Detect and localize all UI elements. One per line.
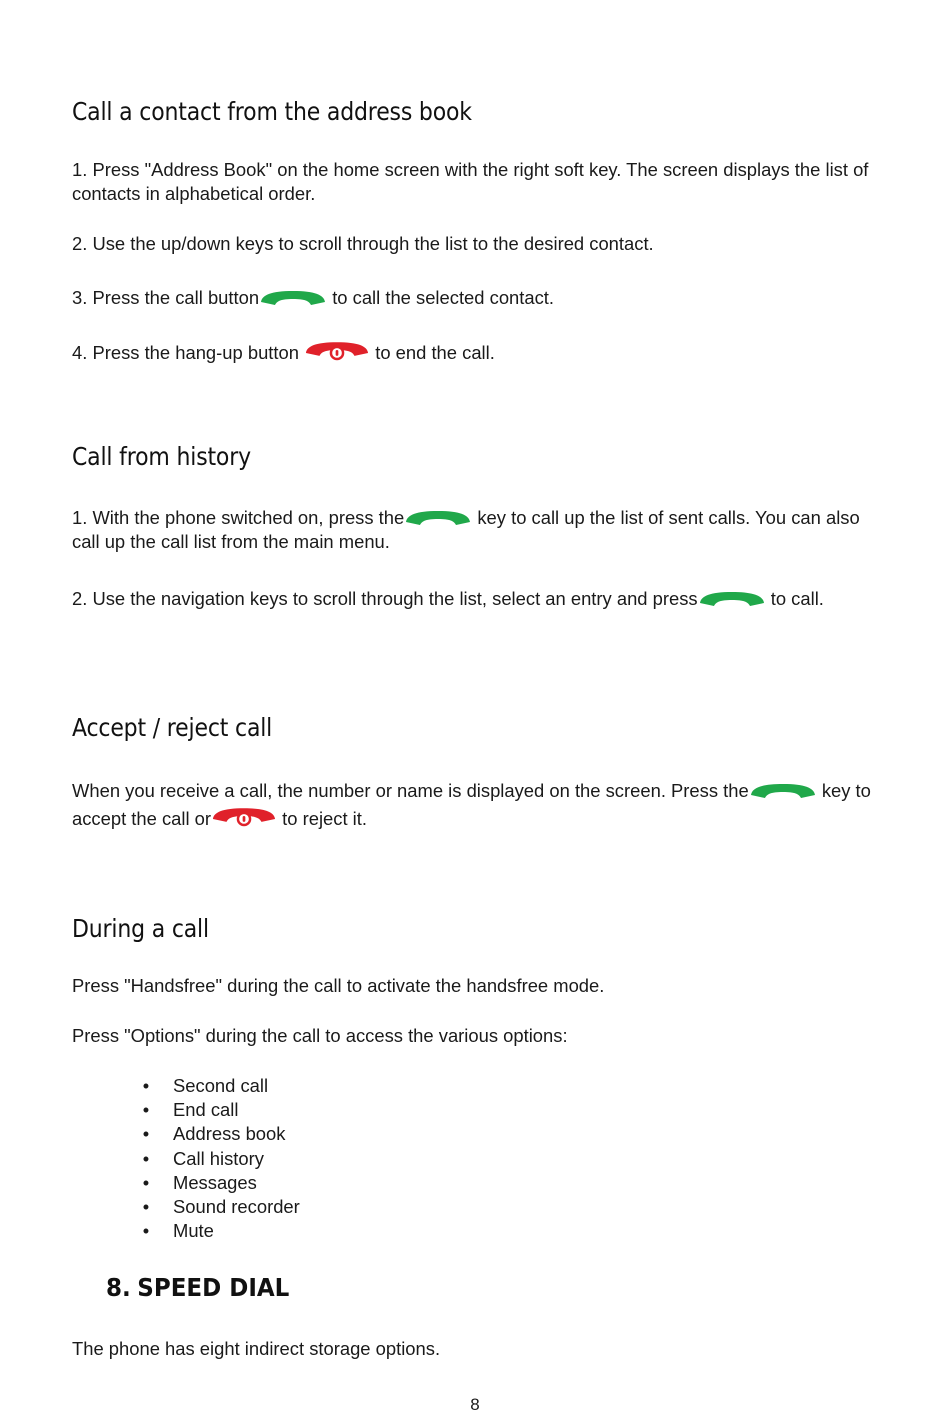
address-book-step-4-text-b: to end the call. [370,342,495,363]
accept-reject-text-c: to reject it. [277,808,367,829]
list-item [72,1098,300,1122]
bullet: • [142,1075,150,1096]
address-book-step-4-text-a: 4. Press the hang-up button [72,342,305,363]
section-title-address-book: Call a contact from the address book [72,97,472,126]
accept-reject-text [72,777,872,833]
address-book-step-3 [72,286,872,310]
section-title-history: Call from history [72,442,251,471]
section-title-accept-reject: Accept / reject call [72,713,273,742]
option-label: Call history [173,1147,264,1169]
option-label: End call [173,1099,239,1121]
list-item [72,1122,300,1146]
address-book-step-2: 2. Use the up/down keys to scroll through the list to the desired contact. [72,233,654,254]
bullet: • [142,1147,150,1169]
chapter-title: SPEED DIAL [137,1273,290,1302]
option-label: Sound recorder [173,1196,300,1218]
chapter-text: The phone has eight indirect storage options. [72,1338,441,1359]
bullet: • [142,1171,150,1193]
section-title-during-call: During a call [72,914,209,943]
address-book-step-3-text-b: to call the selected contact. [327,287,555,308]
address-book-step-1: 1. Press "Address Book" on the home screen with the right soft key. The screen displays the list of contacts in alphabetical order. [72,159,869,204]
history-step-2-text-a: 2. Use the navigation keys to scroll through the list, select an entry and press [72,588,698,609]
bullet: • [142,1220,150,1242]
options-list [72,1074,300,1243]
list-item [72,1074,300,1098]
option-label: Address book [173,1123,286,1145]
option-label: Mute [173,1220,214,1242]
list-item [72,1219,300,1243]
hang-up-button-icon [304,340,370,362]
chapter-heading [106,1273,289,1302]
chapter-number: 8. [106,1273,131,1302]
during-call-handsfree: Press "Handsfree" during the call to activate the handsfree mode. [72,975,605,996]
accept-reject-text-b: key to accept the call or [72,780,871,829]
history-step-1-text-b: key to call up the list of sent calls. You can also call up the call list from the main menu. [72,507,860,552]
bullet: • [142,1196,150,1218]
hang-up-button-icon [211,806,277,828]
list-item [72,1195,300,1219]
page-number: 8 [470,1395,480,1414]
during-call-options-intro: Press "Options" during the call to access the various options: [72,1025,568,1046]
call-button-icon [749,782,817,800]
call-button-icon [698,590,766,608]
address-book-step-4 [72,340,872,365]
history-step-2-text-b: to call. [765,588,824,609]
history-step-1-text-a: 1. With the phone switched on, press the [72,507,405,528]
address-book-step-3-text-a: 3. Press the call button [72,287,260,308]
list-item [72,1171,300,1195]
history-step-2 [72,587,872,611]
bullet: • [142,1123,150,1145]
history-step-1 [72,506,872,554]
bullet: • [142,1099,150,1121]
call-button-icon [404,509,472,527]
option-label: Messages [173,1171,257,1193]
call-button-icon [259,289,327,307]
accept-reject-text-a: When you receive a call, the number or name is displayed on the screen. Press the [72,780,749,801]
option-label: Second call [173,1075,269,1096]
list-item [72,1147,300,1171]
